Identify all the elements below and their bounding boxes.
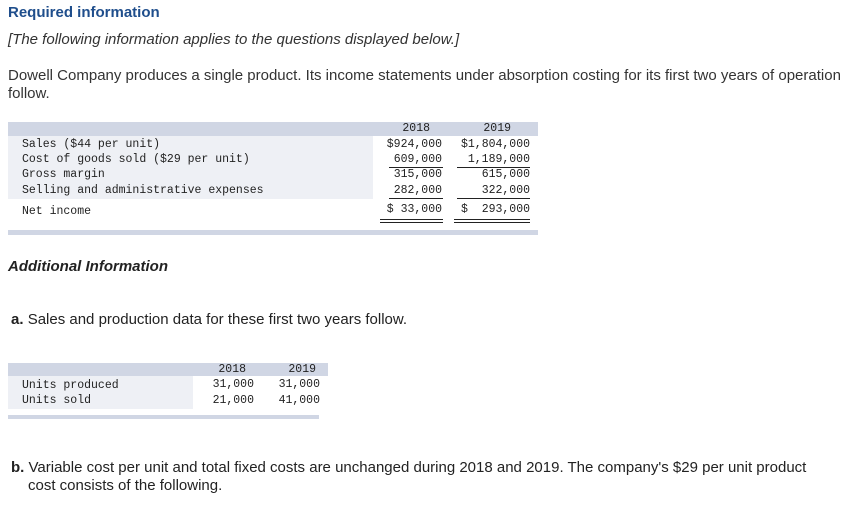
part-b-line1: Variable cost per unit and total fixed costs are unchanged during 2018 and 2019. The company's $29 per unit product [28,459,807,476]
units-col-2018: 2018 [218,363,246,376]
row-label-units-sold: Units sold [22,394,92,407]
row-label-selling-admin: Selling and administrative expenses [22,184,264,197]
column-header-2018: 2018 [402,122,430,135]
part-a-paragraph [11,311,407,328]
selling-admin-2018: 282,000 [393,184,442,197]
additional-information-heading: Additional Information [8,258,168,275]
underline-sa-2018 [389,198,443,199]
income-statement-table [8,122,538,235]
double-underline-bottom-2018 [380,222,443,223]
underline-sa-2019 [457,198,530,199]
row-label-cogs: Cost of goods sold ($29 per unit) [22,153,250,166]
sales-2018: $924,000 [386,138,442,151]
units-produced-2019: 31,000 [278,378,320,391]
part-a-text: Sales and production data for these first two years follow. [27,311,408,328]
required-information-heading: Required information [8,4,160,21]
double-underline-top-2019 [454,219,530,220]
table-footer-band [8,230,538,235]
column-header-2019: 2019 [483,122,511,135]
applies-note: [The following information applies to the questions displayed below.] [8,31,460,48]
units-sold-2018: 21,000 [212,394,254,407]
selling-admin-2019: 322,000 [481,184,530,197]
units-produced-2018: 31,000 [212,378,254,391]
intro-paragraph: Dowell Company produces a single product. Its income statements under absorption costing for its first two years of operation follow. [8,67,841,102]
units-col-2019: 2019 [288,363,316,376]
row-label-units-produced: Units produced [22,379,119,392]
row-label-sales: Sales ($44 per unit) [22,138,161,151]
net-income-2019: $ 293,000 [460,203,530,216]
sales-2019: $1,804,000 [460,138,530,151]
part-a-letter: a. [11,311,24,328]
double-underline-bottom-2019 [454,222,530,223]
units-sold-2019: 41,000 [278,394,320,407]
double-underline-top-2018 [380,219,443,220]
row-label-net-income: Net income [22,205,92,218]
part-b-line2: cost consists of the following. [28,477,223,494]
units-table [8,363,328,419]
gross-margin-2018: 315,000 [393,168,442,181]
cogs-2018: 609,000 [393,153,442,166]
units-footer-band [8,415,319,419]
part-b-letter: b. [11,459,25,476]
net-income-2018: $ 33,000 [386,203,442,216]
part-b-paragraph [11,459,856,495]
gross-margin-2019: 615,000 [481,168,530,181]
cogs-2019: 1,189,000 [467,153,530,166]
row-label-gross-margin: Gross margin [22,168,105,181]
